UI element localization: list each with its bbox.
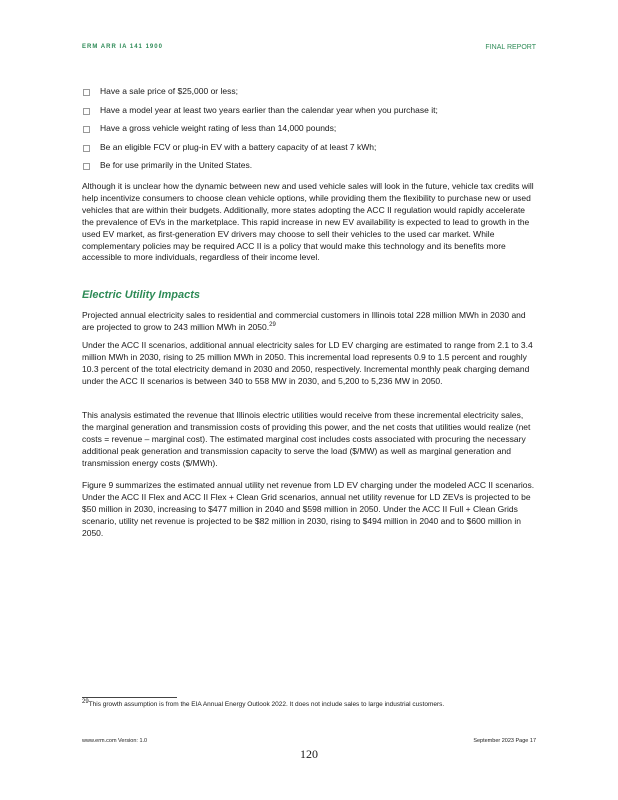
page-header [82,44,536,56]
checkbox-bullet-icon [83,126,90,133]
bullet-item [82,142,536,153]
paragraph-acc-ii-charging-load: Under the ACC II scenarios, additional annual electricity sales for LD EV charging are estimated to range from 2.1 to 3.4 million MWh in 2030, rising to 25 million MWh in 2050. This incremental load represents 0.9 to 1.5 percent and roughly 10.3 percent of the total electricity demand in 2030 and 2050, respectively. Incremental monthly peak charging demand under the ACC II scenarios is between 340 to 558 MW in 2030, and 5,200 to 5,236 MW in 2050. [82,340,533,386]
header-report-label: FINAL REPORT [485,44,536,51]
bullet-text: Be an eligible FCV or plug-in EV with a battery capacity of at least 7 kWh; [100,141,377,152]
section-heading-electric-utility-impacts: Electric Utility Impacts [82,289,200,301]
eligibility-bullet-list [82,86,536,179]
footnote-text: This growth assumption is from the EIA Annual Energy Outlook 2022. It does not include sales to large industrial customers. [88,701,445,708]
bullet-item [82,160,536,171]
footnote [82,698,445,708]
paragraph-figure-9-summary: Figure 9 summarizes the estimated annual utility net revenue from LD EV charging under the modeled ACC II scenarios. Under the ACC II Flex and ACC II Flex + Clean Grid scenarios, annual net utility revenue for LD ZEVs is projected to be $50 million in 2030, increasing to $477 million in 2040 and $598 million in 2050. Under the ACC II Full + Clean Grids scenario, utility net revenue is projected to be $82 million in 2030, rising to $494 million in 2040 and to $600 million in 2050. [82,480,535,538]
footnote-number: 29 [82,698,89,705]
bullet-text: Have a sale price of $25,000 or less; [100,86,238,96]
bullet-item [82,123,536,134]
bullet-text: Have a gross vehicle weight rating of less than 14,000 pounds; [100,123,337,133]
page-number: 120 [300,747,318,761]
header-left-text: ERM ARR IA 141 1900 [82,44,163,50]
checkbox-bullet-icon [83,108,90,115]
paragraph-electricity-sales [82,310,536,334]
footer-website-version: www.erm.com Version: 1.0 [82,738,148,744]
footer-date-page: September 2023 Page 17 [473,738,536,744]
checkbox-bullet-icon [83,145,90,152]
paragraph-used-ev-market: Although it is unclear how the dynamic between new and used vehicle sales will look in the future, vehicle tax credits will help incentivize consumers to choose clean vehicle options, while providing them the flexibility to purchase new or used vehicles that are within their budgets. Additionally, more states adopting the ACC II regulation would rapidly accelerate the prevalence of EVs in the marketplace. This rapid increase in new EV availability is expected to lead to growth in the used EV market, as first-generation EV drivers may choose to sell their vehicles to the used car market. While complementary policies may be required ACC II is a policy that would make this technology and its benefits more accessible to more individuals, regardless of their income level. [82,181,534,263]
paragraph-electricity-sales-text: Projected annual electricity sales to residential and commercial customers in Illinois total 228 million MWh in 2030 and are projected to grow to 243 million MWh in 2050. [82,310,526,332]
bullet-item [82,105,536,116]
bullet-text: Have a model year at least two years earlier than the calendar year when you purchase it; [100,104,438,115]
bullet-text: Be for use primarily in the United States. [100,160,253,170]
footnote-reference[interactable]: 29 [269,322,276,329]
checkbox-bullet-icon [83,163,90,170]
bullet-item [82,86,536,97]
footnote-divider [82,697,177,698]
checkbox-bullet-icon [83,89,90,96]
paragraph-revenue-analysis: This analysis estimated the revenue that Illinois electric utilities would receive from these incremental electricity sales, the marginal generation and transmission costs of providing this power, and the net costs that utilities would realize (net costs = revenue – marginal cost). The estimated marginal cost includes costs associated with procuring the necessary additional peak generation and transmission capacity to serve the load ($/MW) as well as marginal generation and transmission energy costs ($/MWh). [82,410,531,468]
